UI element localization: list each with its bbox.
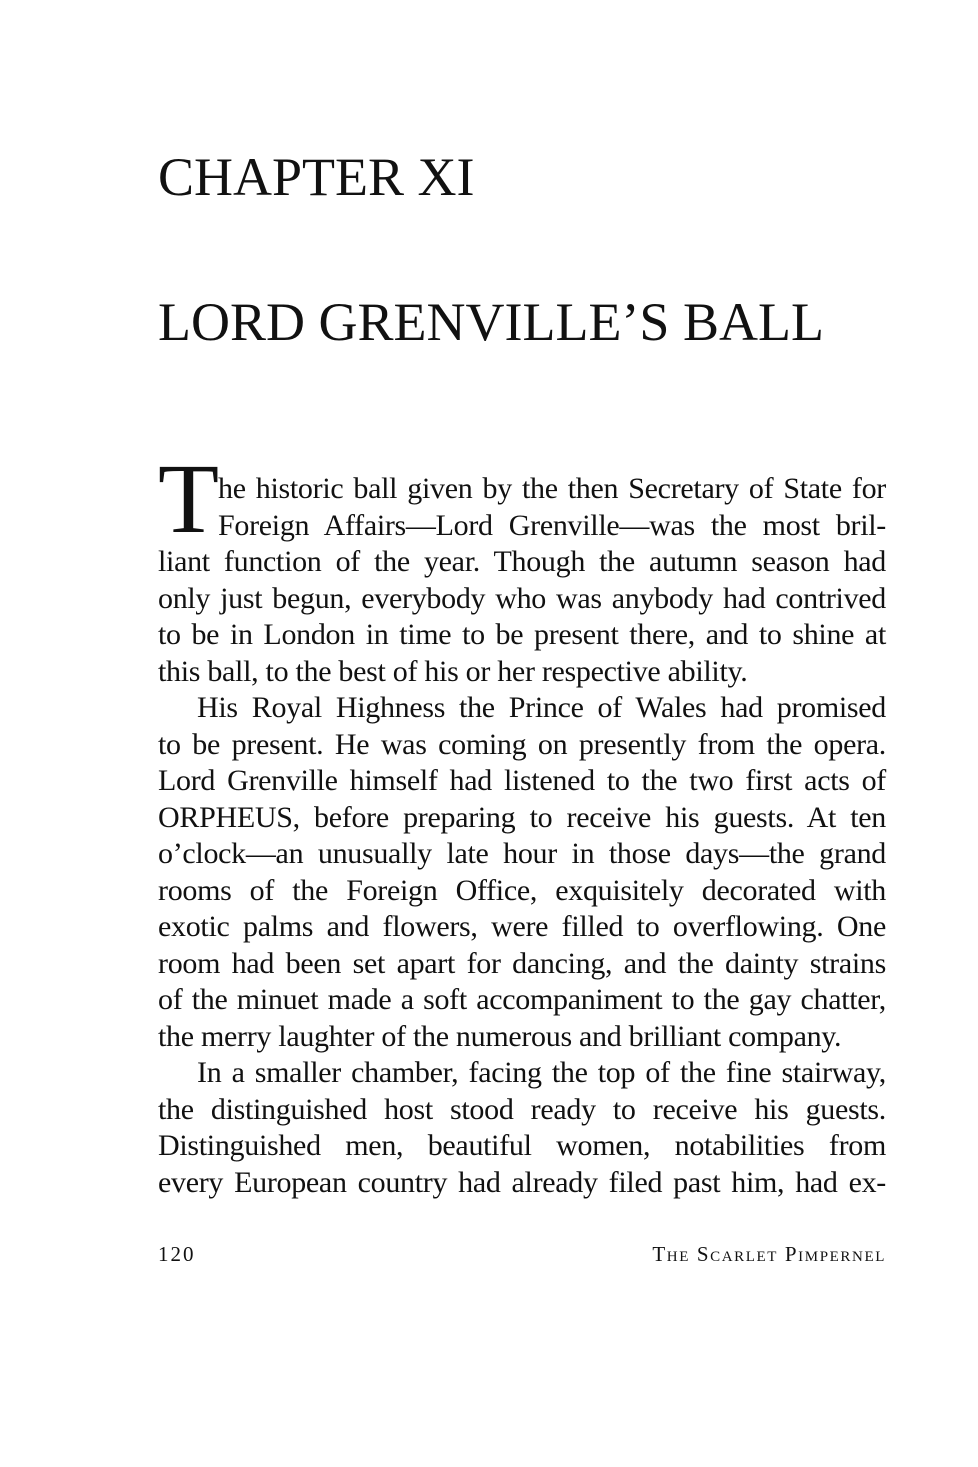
page-footer	[158, 1242, 886, 1267]
chapter-heading: CHAPTER XI	[158, 147, 475, 207]
page-number: 120	[158, 1242, 196, 1266]
text-line: Lord Grenville himself had listened to the two first acts of	[158, 764, 886, 797]
text-line: His Royal Highness the Prince of Wales had promised	[197, 691, 886, 724]
paragraph	[158, 690, 886, 1055]
paragraph	[158, 471, 886, 690]
text-line: the distinguished host stood ready to receive his guests.	[158, 1092, 886, 1126]
paragraphs-container	[158, 471, 886, 1201]
body-text	[158, 443, 886, 1201]
text-line: exotic palms and flowers, were filled to overflowing. One	[158, 910, 886, 943]
drop-cap: T	[158, 443, 220, 554]
text-line: to be in London in time to be present there, and to shine at	[158, 618, 886, 651]
text-line: to be present. He was coming on presently from the opera.	[158, 727, 886, 761]
text-line: In a smaller chamber, facing the top of the fine stairway,	[197, 1056, 886, 1089]
text-line: room had been set apart for dancing, and the dainty strains	[158, 946, 886, 980]
running-title: The Scarlet Pimpernel	[652, 1242, 886, 1266]
text-line: Foreign Affairs—Lord Grenville—was the most bril-	[218, 508, 886, 542]
text-line: every European country had already filed past him, had ex-	[158, 1165, 886, 1199]
text-line: rooms of the Foreign Office, exquisitely decorated with	[158, 873, 886, 907]
chapter-title: LORD GRENVILLE’S BALL	[158, 292, 824, 352]
text-line: only just begun, everybody who was anybody had contrived	[158, 581, 886, 615]
text-line: of the minuet made a soft accompaniment to the gay chatter,	[158, 983, 886, 1016]
text-line: this ball, to the best of his or her respective ability.	[158, 654, 748, 688]
text-line: he historic ball given by the then Secretary of State for	[218, 472, 886, 505]
paragraph	[158, 1055, 886, 1201]
text-line: o’clock—an unusually late hour in those days—the grand	[158, 837, 886, 870]
text-line: Distinguished men, beautiful women, notabilities from	[158, 1129, 886, 1162]
text-line: ORPHEUS, before preparing to receive his guests. At ten	[158, 800, 886, 834]
text-line: liant function of the year. Though the autumn season had	[158, 545, 886, 578]
text-line: the merry laughter of the numerous and brilliant company.	[158, 1019, 842, 1053]
